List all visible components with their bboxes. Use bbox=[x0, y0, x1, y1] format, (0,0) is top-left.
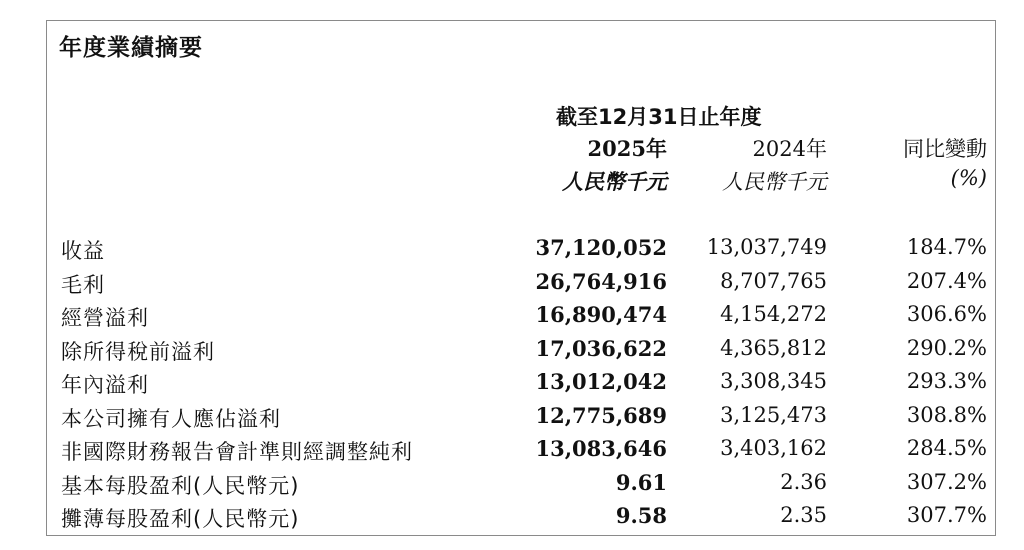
table-row bbox=[47, 336, 995, 369]
table-row bbox=[47, 302, 995, 335]
change-value: 307.2% bbox=[906, 469, 987, 494]
value-2024: 4,365,812 bbox=[720, 335, 827, 360]
row-label: 經營溢利 bbox=[61, 306, 149, 330]
change-value: 306.6% bbox=[906, 302, 987, 326]
row-label: 除所得稅前溢利 bbox=[61, 339, 215, 364]
value-2025: 13,083,646 bbox=[535, 436, 667, 461]
value-2024: 2.35 bbox=[780, 503, 827, 527]
change-value: 184.7% bbox=[906, 235, 987, 259]
page-title: 年度業績摘要 bbox=[59, 35, 203, 61]
table-row bbox=[47, 235, 995, 268]
row-label: 收益 bbox=[61, 239, 105, 263]
value-2025: 17,036,622 bbox=[535, 335, 667, 361]
row-label: 毛利 bbox=[61, 272, 105, 297]
table-row bbox=[47, 269, 995, 302]
period-header: 截至12月31日止年度 bbox=[556, 105, 762, 129]
value-2024: 13,037,749 bbox=[706, 235, 827, 259]
unit-2024-header: 人民幣千元 bbox=[722, 170, 827, 194]
row-label: 非國際財務報告會計準則經調整純利 bbox=[61, 440, 413, 464]
value-2024: 3,308,345 bbox=[720, 369, 827, 393]
value-2025: 12,775,689 bbox=[535, 402, 667, 428]
year-2024-header: 2024年 bbox=[752, 137, 827, 161]
row-label: 攤薄每股盈利(人民幣元) bbox=[61, 507, 300, 531]
table-row bbox=[47, 470, 995, 503]
value-2024: 3,125,473 bbox=[720, 402, 827, 427]
value-2025: 37,120,052 bbox=[535, 235, 667, 260]
change-value: 207.4% bbox=[906, 268, 987, 293]
value-2024: 3,403,162 bbox=[720, 436, 827, 460]
table-row bbox=[47, 369, 995, 402]
value-2025: 13,012,042 bbox=[535, 369, 667, 394]
value-2025: 9.58 bbox=[615, 503, 667, 528]
unit-2025-header: 人民幣千元 bbox=[562, 169, 667, 194]
value-2025: 26,764,916 bbox=[535, 268, 667, 294]
change-header: 同比變動 bbox=[903, 137, 987, 161]
change-value: 293.3% bbox=[906, 369, 987, 393]
change-value: 308.8% bbox=[906, 402, 987, 427]
table-row bbox=[47, 436, 995, 469]
change-value: 284.5% bbox=[906, 436, 987, 460]
value-2024: 2.36 bbox=[780, 469, 827, 494]
change-unit-header: (%) bbox=[950, 166, 987, 190]
change-value: 307.7% bbox=[906, 503, 987, 527]
summary-table-frame bbox=[46, 20, 996, 536]
year-2025-header: 2025年 bbox=[587, 136, 667, 161]
value-2025: 9.61 bbox=[615, 469, 667, 495]
value-2024: 4,154,272 bbox=[720, 302, 827, 326]
row-label: 本公司擁有人應佔溢利 bbox=[61, 406, 281, 431]
value-2025: 16,890,474 bbox=[535, 302, 667, 327]
change-value: 290.2% bbox=[906, 335, 987, 360]
value-2024: 8,707,765 bbox=[720, 268, 827, 293]
row-label: 基本每股盈利(人民幣元) bbox=[61, 473, 300, 498]
table-row bbox=[47, 503, 995, 536]
table-row bbox=[47, 403, 995, 436]
row-label: 年內溢利 bbox=[61, 373, 149, 397]
